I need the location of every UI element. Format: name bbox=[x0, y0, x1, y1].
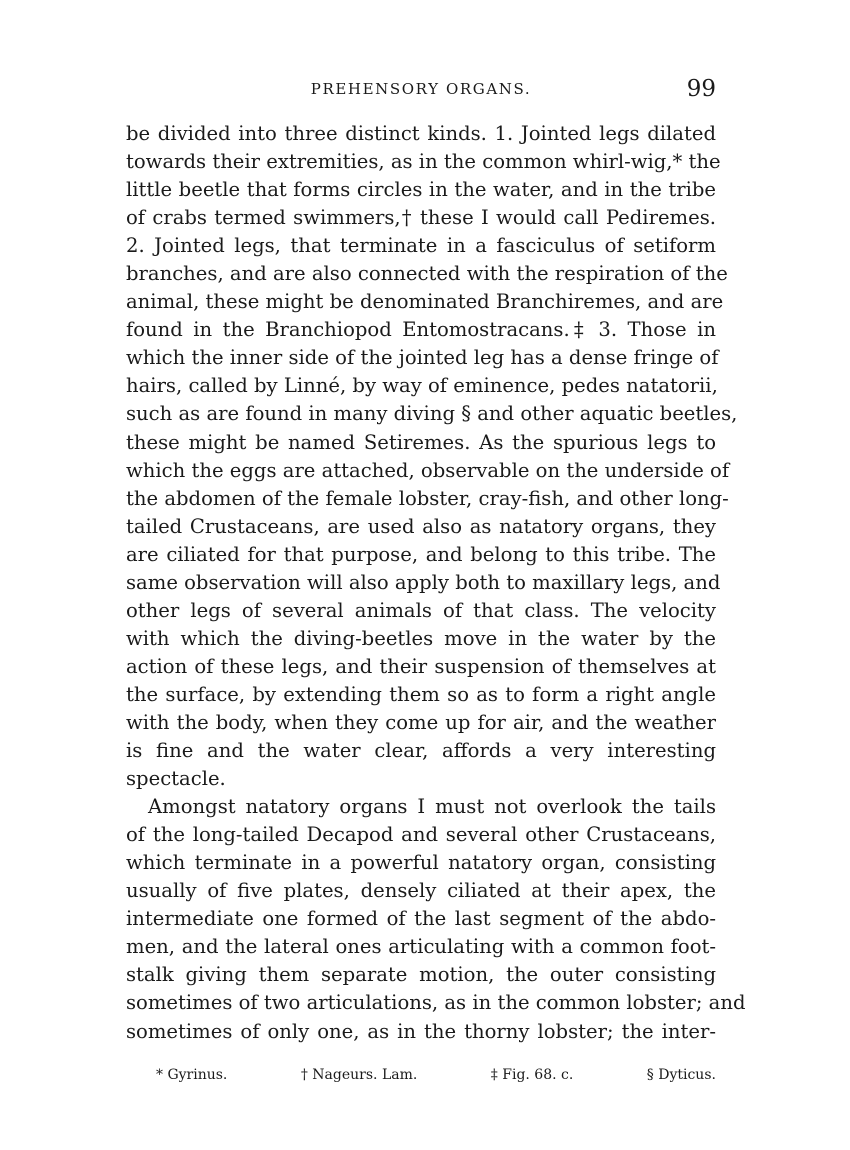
text-line: stalk giving them separate motion, the outer consisting bbox=[126, 963, 716, 987]
text-line: are ciliated for that purpose, and belong to this tribe. The bbox=[126, 542, 716, 566]
text-line: animal, these might be denominated Branchiremes, and are bbox=[126, 290, 724, 314]
footnote: † Nageurs. Lam. bbox=[300, 1067, 418, 1083]
text-line: sometimes of two articulations, as in the common lobster; and bbox=[126, 991, 746, 1015]
text-line: with which the diving-beetles move in the water by the bbox=[126, 626, 716, 650]
text-line: tailed Crustaceans, are used also as natatory organs, they bbox=[126, 514, 716, 538]
text-line: with the body, when they come up for air, and the weather bbox=[126, 710, 716, 734]
text-line: of the long-tailed Decapod and several other Crustaceans, bbox=[126, 823, 716, 847]
page-header bbox=[126, 76, 716, 108]
text-line: other legs of several animals of that class. The velocity bbox=[126, 598, 716, 622]
running-head: PREHENSORY ORGANS. bbox=[310, 80, 532, 98]
text-line: the abdomen of the female lobster, cray-fish, and other long- bbox=[126, 486, 729, 510]
text-line: same observation will also apply both to maxillary legs, and bbox=[126, 570, 721, 594]
text-line: is fine and the water clear, affords a very interesting bbox=[126, 739, 716, 763]
text-line: usually of five plates, densely ciliated at their apex, the bbox=[126, 879, 716, 903]
footnotes bbox=[156, 1067, 716, 1083]
text-line: of crabs termed swimmers,† these I would call Pediremes. bbox=[126, 206, 716, 230]
page-number: 99 bbox=[686, 76, 716, 102]
footnote: * Gyrinus. bbox=[156, 1067, 228, 1083]
text-line: such as are found in many diving § and other aquatic beetles, bbox=[126, 402, 738, 426]
footnote: § Dyticus. bbox=[646, 1067, 716, 1083]
text-line: Amongst natatory organs I must not overlook the tails bbox=[148, 795, 716, 819]
text-line: these might be named Setiremes. As the spurious legs to bbox=[126, 430, 716, 454]
text-line: hairs, called by Linné, by way of eminence, pedes natatorii, bbox=[126, 374, 718, 398]
text-line: branches, and are also connected with the respiration of the bbox=[126, 262, 728, 286]
text-line: found in the Branchiopod Entomostracans.‡ 3. Those in bbox=[126, 318, 716, 342]
text-line: the surface, by extending them so as to form a right angle bbox=[126, 682, 716, 706]
text-line: action of these legs, and their suspension of themselves at bbox=[126, 654, 716, 678]
text-line: sometimes of only one, as in the thorny lobster; the inter- bbox=[126, 1019, 716, 1043]
text-line: spectacle. bbox=[126, 767, 226, 791]
text-line: which terminate in a powerful natatory organ, consisting bbox=[126, 851, 716, 875]
body-text bbox=[126, 120, 746, 1046]
footnote: ‡ Fig. 68. c. bbox=[490, 1067, 574, 1083]
text-line: intermediate one formed of the last segment of the abdo- bbox=[126, 907, 716, 931]
text-line: which the inner side of the jointed leg has a dense fringe of bbox=[126, 346, 719, 370]
text-line: be divided into three distinct kinds. 1. Jointed legs dilated bbox=[126, 122, 716, 145]
text-line: which the eggs are attached, observable on the underside of bbox=[126, 458, 730, 482]
text-line: little beetle that forms circles in the water, and in the tribe bbox=[126, 178, 716, 202]
text-line: men, and the lateral ones articulating with a common foot- bbox=[126, 935, 716, 959]
text-line: towards their extremities, as in the common whirl-wig,* the bbox=[126, 150, 721, 174]
text-line: 2. Jointed legs, that terminate in a fasciculus of setiform bbox=[126, 234, 716, 258]
